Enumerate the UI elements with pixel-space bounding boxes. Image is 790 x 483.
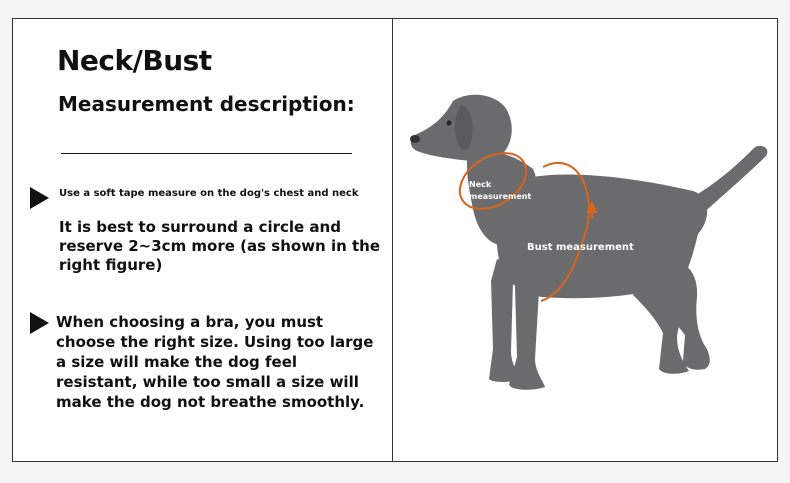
neck-measurement-label: Neck measurement	[469, 180, 532, 201]
dog-figure	[393, 19, 779, 463]
divider-rule	[61, 153, 352, 154]
measurement-panel	[12, 18, 778, 462]
figure-column	[393, 19, 779, 461]
bust-measurement-label: Bust measurement	[527, 242, 634, 253]
arrow-bullet-icon	[30, 312, 49, 334]
arrow-bullet-icon	[30, 187, 49, 209]
page-title: Neck/Bust	[57, 44, 212, 77]
dog-nose	[410, 135, 420, 143]
description-column	[13, 19, 392, 461]
tape-tip-text: Use a soft tape measure on the dog's chest and neck	[59, 188, 359, 199]
size-tip-text: When choosing a bra, you must choose the right size. Using too large a size will make the dog feel resistant, while too small a size will make the dog not breathe smoothly.	[56, 313, 374, 411]
section-subtitle: Measurement description:	[58, 92, 355, 116]
reserve-tip-text: It is best to surround a circle and reserve 2~3cm more (as shown in the right figure)	[59, 218, 381, 274]
dog-eye	[447, 121, 452, 126]
